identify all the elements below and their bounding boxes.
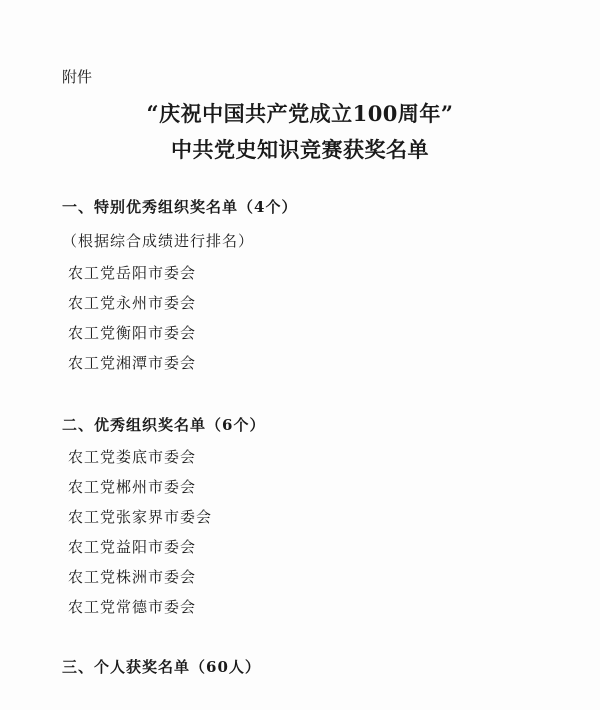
document-title-line2: 中共党史知识竞赛获奖名单 [171, 137, 429, 162]
section3-heading: 三、个人获奖名单（60人） [62, 658, 261, 676]
list-item: 农工党张家界市委会 [68, 508, 213, 526]
list-item: 农工党湘潭市委会 [68, 354, 197, 372]
section1-heading: 一、特别优秀组织奖名单（4个） [62, 198, 298, 216]
document-title-line1: “庆祝中国共产党成立100周年” [146, 101, 454, 126]
list-item: 农工党常德市委会 [68, 598, 197, 616]
list-item: 农工党衡阳市委会 [68, 324, 197, 342]
list-item: 农工党益阳市委会 [68, 538, 197, 556]
list-item: 农工党娄底市委会 [68, 448, 197, 466]
section1-note: （根据综合成绩进行排名） [62, 232, 255, 250]
list-item: 农工党岳阳市委会 [68, 264, 197, 282]
attachment-label: 附件 [62, 68, 93, 86]
section2-heading: 二、优秀组织奖名单（6个） [62, 416, 266, 434]
list-item: 农工党株洲市委会 [68, 568, 197, 586]
list-item: 农工党郴州市委会 [68, 478, 197, 496]
list-item: 农工党永州市委会 [68, 294, 197, 312]
